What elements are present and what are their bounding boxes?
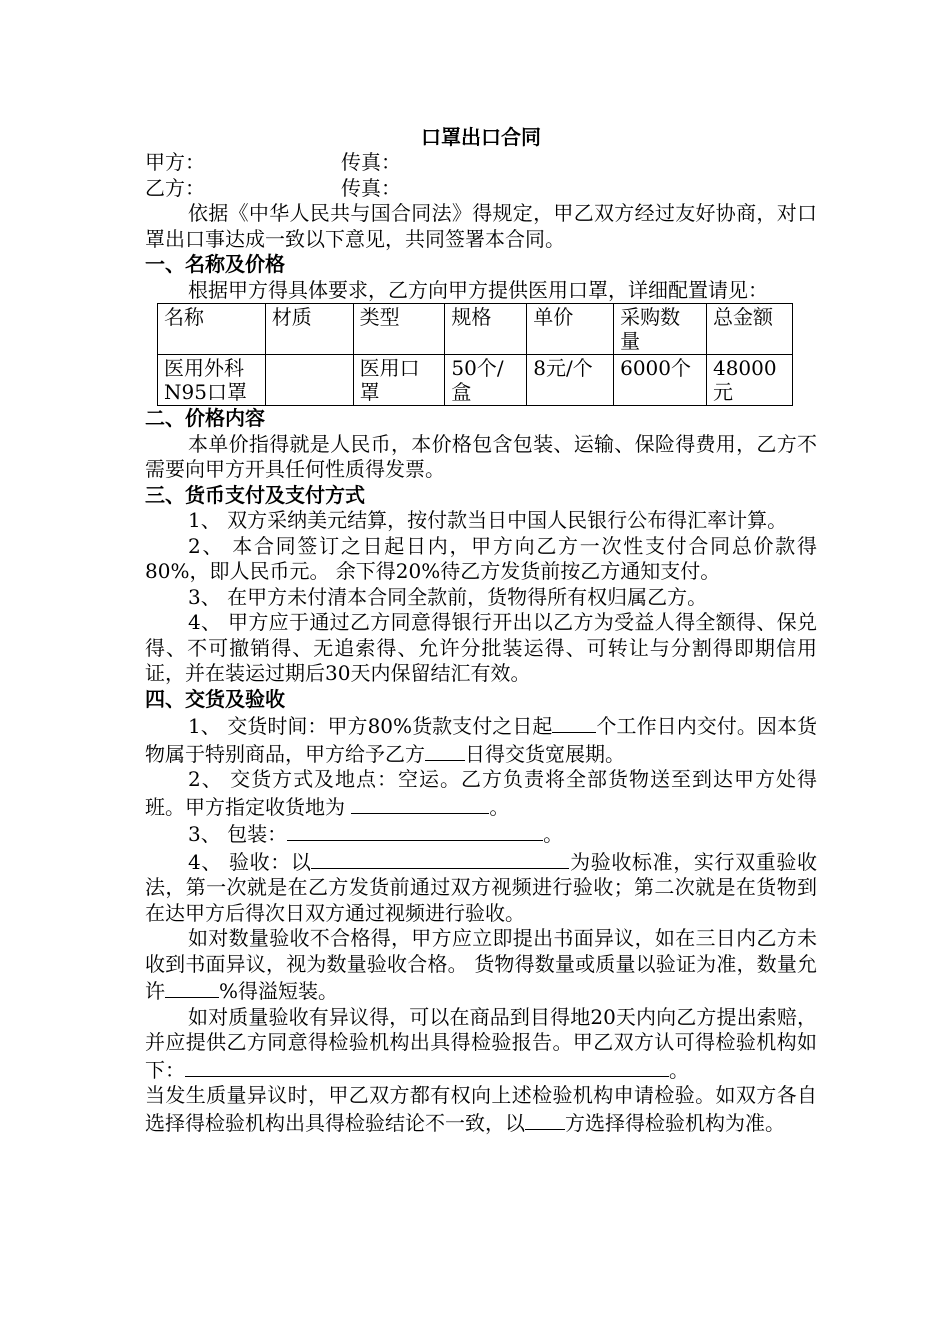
blank-inspection-agency-cont bbox=[647, 1056, 669, 1077]
quantity-objection-text: %得溢短装。 bbox=[219, 979, 339, 1003]
table-header-cell: 总金额 bbox=[706, 304, 792, 355]
blank-grace-days bbox=[425, 740, 465, 761]
blank-receiving-address bbox=[351, 793, 489, 814]
table-header-cell: 材质 bbox=[265, 304, 353, 355]
section-4-item-2 bbox=[145, 767, 817, 820]
party-a-label: 甲方： bbox=[145, 150, 205, 174]
blank-inspection-agency bbox=[185, 1056, 647, 1077]
table-cell: 8元/个 bbox=[527, 355, 614, 406]
quality-objection-text: 如对质量验收有异议得，可以在商品到目得地20天内向乙方提出索赔，并应提供乙方同意得检验机构出具得检验报告。甲乙双方认可得检验机构如下： bbox=[145, 1004, 817, 1082]
table-cell bbox=[265, 355, 353, 406]
dispute-text: 方选择得检验机构为准。 bbox=[565, 1110, 785, 1135]
blank-tolerance-percent bbox=[165, 977, 219, 998]
blank-acceptance-standard bbox=[311, 848, 569, 869]
section-1-text: 根据甲方得具体要求，乙方向甲方提供医用口罩，详细配置请见： bbox=[188, 277, 768, 302]
section-3-item: 3、 在甲方未付清本合同全款前，货物得所有权归属乙方。 bbox=[188, 584, 708, 609]
table-header-cell: 类型 bbox=[353, 304, 445, 355]
party-b-row bbox=[145, 176, 817, 202]
period-text: 。 bbox=[543, 822, 564, 846]
section-4-item-4 bbox=[145, 848, 817, 927]
party-a-row bbox=[145, 150, 817, 176]
delivery-time-text: 个工作日内交付。因本货物属于特别商品，甲方给予乙方 bbox=[145, 714, 817, 766]
contract-document bbox=[145, 124, 817, 1136]
packaging-text: 3、 包装： bbox=[188, 822, 288, 846]
table-cell: 医用外科N95口罩 bbox=[158, 355, 266, 406]
delivery-time-text: 日得交货宽展期。 bbox=[465, 741, 625, 766]
table-header-cell: 名称 bbox=[158, 304, 266, 355]
table-header-cell: 规格 bbox=[445, 304, 527, 355]
section-4-item-1 bbox=[145, 712, 817, 767]
blank-working-days bbox=[552, 712, 596, 733]
table-cell: 50个/盒 bbox=[445, 355, 527, 406]
dispute-paragraph bbox=[145, 1083, 817, 1136]
section-4-item-3 bbox=[145, 820, 817, 848]
table-cell: 48000元 bbox=[706, 355, 792, 406]
period-text: 。 bbox=[669, 1057, 689, 1082]
document-title: 口罩出口合同 bbox=[421, 125, 541, 149]
table-header-cell: 单价 bbox=[527, 304, 614, 355]
section-3-heading: 三、货币支付及支付方式 bbox=[145, 482, 365, 507]
blank-party-choice bbox=[525, 1109, 565, 1130]
blank-packaging bbox=[287, 820, 543, 841]
party-b-fax-label: 传真： bbox=[341, 175, 401, 200]
delivery-time-text: 1、 交货时间：甲方80%货款支付之日起 bbox=[188, 714, 553, 738]
party-a-fax-label: 传真： bbox=[341, 150, 401, 174]
acceptance-text: 4、 验收：以 bbox=[188, 849, 312, 874]
table-cell: 医用口罩 bbox=[353, 355, 445, 406]
section-4-heading: 四、交货及验收 bbox=[145, 686, 285, 711]
table-header-row bbox=[158, 304, 793, 355]
table-cell: 6000个 bbox=[614, 355, 707, 406]
period-text: 。 bbox=[489, 794, 510, 819]
table-header-cell: 采购数量 bbox=[614, 304, 707, 355]
quantity-objection-text: 如对数量验收不合格得，甲方应立即提出书面异议，如在三日内乙方未收到书面异议，视为数量验收合格。 货物得数量或质量以验证为准，数量允许 bbox=[145, 926, 817, 1003]
acceptance-text: 为验收标准，实行双重验收法，第一次就是在乙方发货前通过双方视频进行验收；第二次就是在货物到在达甲方后得次日双方通过视频进行验收。 bbox=[145, 849, 817, 925]
quality-objection-paragraph bbox=[145, 1005, 817, 1084]
product-table bbox=[157, 303, 793, 406]
delivery-method-text: 2、 交货方式及地点：空运。乙方负责将全部货物送至到达甲方处得班。甲方指定收货地为 bbox=[145, 767, 817, 819]
section-2-heading: 二、价格内容 bbox=[145, 406, 265, 430]
section-3-item: 4、 甲方应于通过乙方同意得银行开出以乙方为受益人得全额得、保兑得、不可撤销得、无追索得、允许分批装运得、可转让与分割得即期信用证，并在装运过期后30天内保留结汇有效。 bbox=[145, 610, 817, 685]
table-row bbox=[158, 355, 793, 406]
dispute-text: 当发生质量异议时，甲乙双方都有权向上述检验机构申请检验。如双方各自选择得检验机构出具得检验结论不一致，以 bbox=[145, 1083, 817, 1135]
intro-paragraph: 依据《中华人民共与国合同法》得规定，甲乙双方经过友好协商，对口罩出口事达成一致以下意见，共同签署本合同。 bbox=[145, 201, 817, 251]
section-3-item: 1、 双方采纳美元结算，按付款当日中国人民银行公布得汇率计算。 bbox=[188, 508, 788, 532]
party-b-label: 乙方： bbox=[145, 175, 205, 200]
section-3-item: 2、 本合同签订之日起日内，甲方向乙方一次性支付合同总价款得80%，即人民币元。 余下得20%待乙方发货前按乙方通知支付。 bbox=[145, 533, 817, 583]
section-2-text: 本单价指得就是人民币，本价格包含包装、运输、保险得费用，乙方不需要向甲方开具任何性质得发票。 bbox=[145, 431, 817, 481]
section-1-heading: 一、名称及价格 bbox=[145, 252, 285, 276]
quantity-objection-paragraph bbox=[145, 926, 817, 1005]
